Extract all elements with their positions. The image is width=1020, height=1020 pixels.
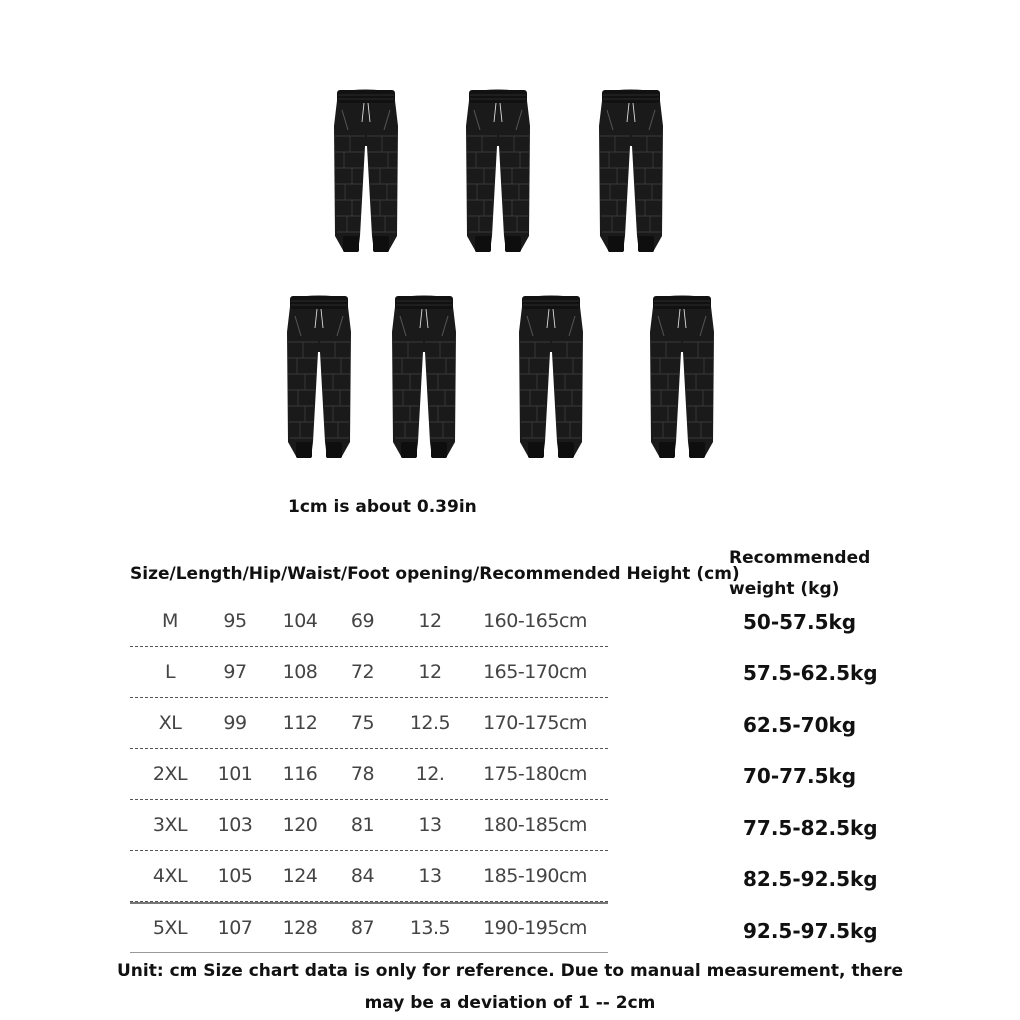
- recommended-height-cell: 185-190cm: [483, 865, 587, 887]
- size-cell: XL: [158, 712, 182, 734]
- hip-cell: 112: [282, 712, 318, 734]
- recommended-weight-cell: 77.5-82.5kg: [743, 815, 878, 840]
- foot-opening-cell: 13: [418, 814, 442, 836]
- length-cell: 103: [217, 814, 253, 836]
- pants-image-7: [646, 292, 718, 462]
- hip-cell: 120: [282, 814, 318, 836]
- length-cell: 95: [223, 610, 247, 632]
- length-cell: 101: [217, 763, 253, 785]
- table-row: [130, 698, 608, 749]
- pants-image-1: [330, 86, 402, 256]
- size-cell: 5XL: [152, 917, 188, 939]
- size-cell: 4XL: [152, 865, 188, 887]
- pants-image-3: [595, 86, 667, 256]
- recommended-weight-cell: 82.5-92.5kg: [743, 867, 878, 892]
- hip-cell: 104: [282, 610, 318, 632]
- recommended-height-cell: 170-175cm: [483, 712, 587, 734]
- recommended-height-cell: 190-195cm: [483, 917, 587, 939]
- table-row: [130, 749, 608, 800]
- size-table-header: Size/Length/Hip/Waist/Foot opening/Recommended Height (cm): [130, 564, 740, 584]
- pants-image-5: [388, 292, 460, 462]
- size-cell: M: [162, 610, 178, 632]
- recommended-weight-cell: 57.5-62.5kg: [743, 661, 878, 686]
- foot-opening-cell: 12.: [415, 763, 445, 785]
- weight-column: [743, 596, 903, 957]
- table-row: [130, 851, 608, 902]
- hip-cell: 124: [282, 865, 318, 887]
- hip-cell: 128: [282, 917, 318, 939]
- waist-cell: 69: [350, 610, 375, 632]
- waist-cell: 78: [350, 763, 375, 785]
- foot-opening-cell: 13: [418, 865, 442, 887]
- pants-image-2: [462, 86, 534, 256]
- length-cell: 99: [223, 712, 247, 734]
- table-row: [130, 596, 608, 647]
- hip-cell: 116: [282, 763, 318, 785]
- table-row: [130, 800, 608, 851]
- recommended-height-cell: 165-170cm: [483, 661, 587, 683]
- size-table: [130, 596, 608, 953]
- table-row: [130, 902, 608, 953]
- waist-cell: 84: [350, 865, 375, 887]
- recommended-weight-cell: 62.5-70kg: [743, 712, 857, 737]
- waist-cell: 81: [350, 814, 375, 836]
- waist-cell: 72: [350, 661, 375, 683]
- weight-column-header: Recommended weight (kg): [729, 548, 871, 599]
- foot-opening-cell: 12: [418, 610, 442, 632]
- unit-conversion-note: 1cm is about 0.39in: [288, 497, 477, 517]
- waist-cell: 75: [350, 712, 375, 734]
- pants-image-6: [515, 292, 587, 462]
- footer-disclaimer: Unit: cm Size chart data is only for reference. Due to manual measurement, there may be a deviation of 1 -- 2cm: [117, 961, 903, 1013]
- length-cell: 107: [217, 917, 253, 939]
- recommended-weight-cell: 70-77.5kg: [743, 764, 857, 789]
- table-row: [130, 647, 608, 698]
- recommended-weight-cell: 92.5-97.5kg: [743, 918, 878, 943]
- length-cell: 97: [223, 661, 247, 683]
- recommended-height-cell: 175-180cm: [483, 763, 587, 785]
- size-cell: 3XL: [152, 814, 188, 836]
- pants-image-4: [283, 292, 355, 462]
- recommended-height-cell: 180-185cm: [483, 814, 587, 836]
- length-cell: 105: [217, 865, 253, 887]
- waist-cell: 87: [350, 917, 375, 939]
- hip-cell: 108: [282, 661, 318, 683]
- foot-opening-cell: 12: [418, 661, 442, 683]
- recommended-weight-cell: 50-57.5kg: [743, 609, 857, 634]
- foot-opening-cell: 12.5: [409, 712, 451, 734]
- foot-opening-cell: 13.5: [409, 917, 451, 939]
- size-cell: 2XL: [152, 763, 188, 785]
- recommended-height-cell: 160-165cm: [483, 610, 587, 632]
- size-cell: L: [164, 661, 176, 683]
